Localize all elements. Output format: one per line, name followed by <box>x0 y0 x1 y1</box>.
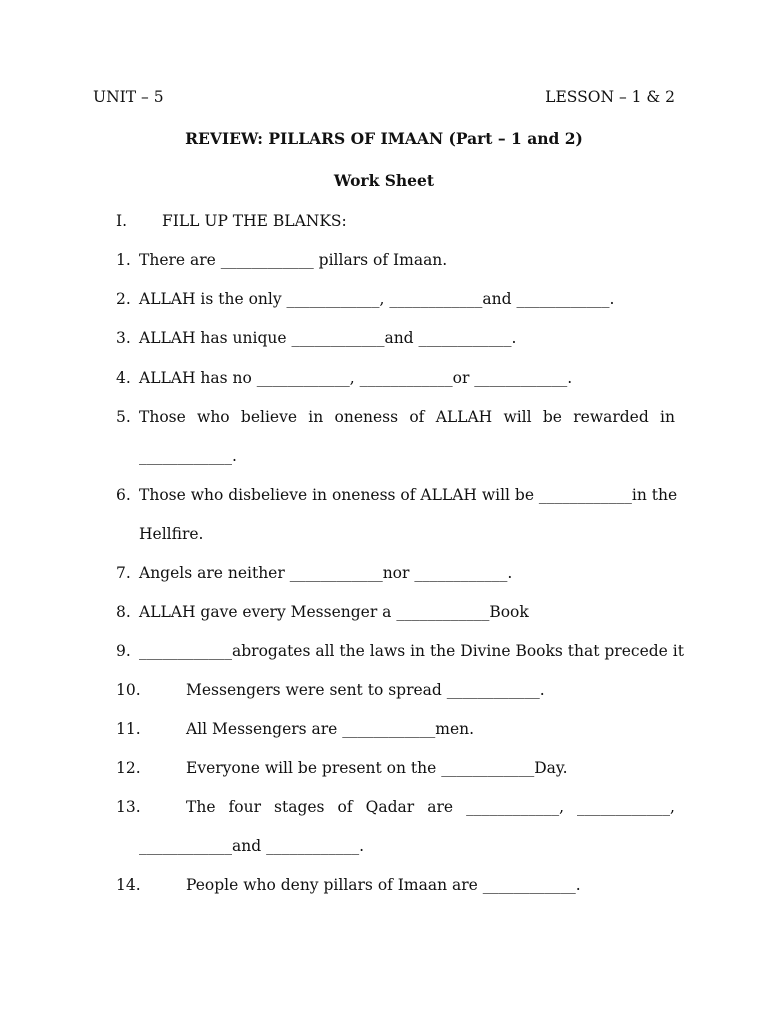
word: are <box>427 798 454 816</box>
question-text: ALLAH is the only ____________, ____________and ____________. <box>139 290 615 308</box>
question-number: 9. <box>116 642 131 660</box>
question-text: There are ____________ pillars of Imaan. <box>139 251 448 269</box>
word: believe <box>240 408 298 426</box>
question-number: 6. <box>116 486 131 504</box>
question-number: 10. <box>116 681 141 699</box>
page-title: REVIEW: PILLARS OF IMAAN (Part – 1 and 2) <box>185 129 583 148</box>
question-number: 1. <box>116 251 131 269</box>
question-text-line2: ____________. <box>139 447 237 465</box>
question-number: 3. <box>116 329 131 347</box>
word: oneness <box>334 408 399 426</box>
question-number: 5. <box>116 408 131 426</box>
word: four <box>228 798 261 816</box>
word: of <box>337 798 353 816</box>
question-text-line1 <box>186 798 675 816</box>
word: ALLAH <box>435 408 493 426</box>
section-number: I. <box>116 212 128 230</box>
unit-label: UNIT – 5 <box>93 88 164 106</box>
word: will <box>503 408 532 426</box>
question-number: 12. <box>116 759 141 777</box>
word: Those <box>139 408 186 426</box>
word: rewarded <box>573 408 649 426</box>
question-number: 4. <box>116 369 131 387</box>
question-number: 7. <box>116 564 131 582</box>
question-number: 11. <box>116 720 141 738</box>
question-text-line1 <box>139 408 675 426</box>
question-text: ALLAH gave every Messenger a ____________Book <box>139 603 529 621</box>
question-number: 8. <box>116 603 131 621</box>
question-text: Messengers were sent to spread ____________. <box>186 681 545 699</box>
question-text: ____________abrogates all the laws in the Divine Books that precede it <box>139 642 684 660</box>
word: stages <box>274 798 325 816</box>
word: in <box>308 408 324 426</box>
word: ____________, <box>466 798 565 816</box>
question-text: People who deny pillars of Imaan are ____________. <box>186 876 581 894</box>
word: who <box>197 408 230 426</box>
question-text: All Messengers are ____________men. <box>186 720 475 738</box>
section-heading: FILL UP THE BLANKS: <box>162 212 347 230</box>
page-subtitle: Work Sheet <box>333 171 435 190</box>
question-text: ALLAH has unique ____________and ____________. <box>139 329 517 347</box>
word: The <box>186 798 216 816</box>
question-text: Angels are neither ____________nor ____________. <box>139 564 513 582</box>
question-number: 14. <box>116 876 141 894</box>
question-text-line2: ____________and ____________. <box>139 837 364 855</box>
question-text: ALLAH has no ____________, ____________or ____________. <box>139 369 573 387</box>
word: Qadar <box>365 798 415 816</box>
word: be <box>542 408 562 426</box>
question-number: 13. <box>116 798 141 816</box>
question-text-line1: Those who disbelieve in oneness of ALLAH will be ____________in the <box>139 486 678 504</box>
question-text: Everyone will be present on the ____________Day. <box>186 759 568 777</box>
question-text-line2: Hellfire. <box>139 525 204 543</box>
lesson-label: LESSON – 1 & 2 <box>545 88 675 106</box>
word: in <box>660 408 675 426</box>
word: ____________, <box>577 798 675 816</box>
word: of <box>409 408 425 426</box>
question-number: 2. <box>116 290 131 308</box>
